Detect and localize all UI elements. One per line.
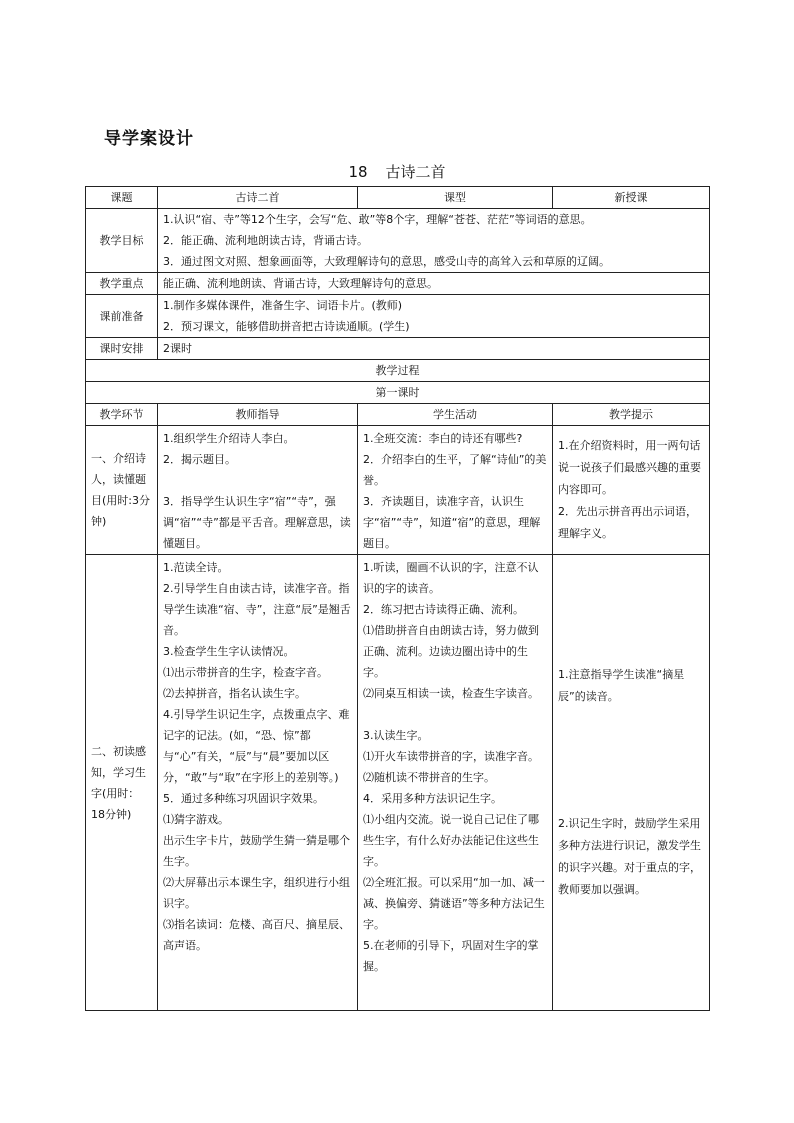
table-row — [86, 555, 710, 1011]
student-step: ⑵随机读不带拼音的生字。 — [363, 771, 495, 784]
tip-item: 1.注意指导学生读准“摘星辰”的读音。 — [558, 668, 685, 703]
schedule-content: 2课时 — [158, 338, 710, 360]
teacher-step: 出示生字卡片，鼓励学生猜一猜是哪个生字。 — [163, 834, 350, 868]
teacher-step: 1.范读全诗。 — [163, 561, 229, 574]
student-step: ⑵全班汇报。可以采用“加一加、减一减、换偏旁、猜谜语”等多种方法记生字。 — [363, 876, 545, 931]
preparation-item: 1.制作多媒体课件，准备生字、词语卡片。(教师) — [163, 299, 403, 312]
tips-cell — [553, 555, 710, 1011]
label-topic: 课题 — [86, 187, 158, 209]
student-cell — [358, 426, 553, 555]
label-preparation: 课前准备 — [86, 295, 158, 338]
label-type: 课型 — [358, 187, 553, 209]
label-key-points: 教学重点 — [86, 273, 158, 295]
teacher-step: 1.组织学生介绍诗人李白。 — [163, 432, 295, 445]
goal-item: 3．通过图文对照、想象画面等，大致理解诗句的意思，感受山寺的高耸入云和草原的辽阔。 — [163, 255, 610, 268]
student-step: 5.在老师的引导下，巩固对生字的掌握。 — [363, 939, 539, 973]
student-cell — [358, 555, 553, 1011]
column-header-student: 学生活动 — [358, 404, 553, 426]
student-step: 3.认读生字。 — [363, 729, 429, 742]
spacer — [558, 729, 704, 750]
column-header-teacher: 教师指导 — [158, 404, 358, 426]
teacher-step: ⑴猜字游戏。 — [163, 813, 229, 826]
value-type: 新授课 — [553, 187, 710, 209]
preparation-row — [86, 295, 710, 338]
teacher-step: ⑶指名读词：危楼、高百尺、摘星辰、高声语。 — [163, 918, 350, 952]
preparation-content — [158, 295, 710, 338]
tip-item: 2.识记生字时，鼓励学生采用多种方法进行识记，激发学生的识字兴趣。对于重点的字，教师要加以强调。 — [558, 817, 701, 896]
lesson-name: 古诗二首 — [385, 163, 446, 181]
teacher-step: ⑵去掉拼音，指名认读生字。 — [163, 687, 306, 700]
tips-cell — [553, 426, 710, 555]
teacher-step: ⑵大屏幕出示本课生字，组织进行小组识字。 — [163, 876, 350, 910]
period-title: 第一课时 — [86, 382, 710, 404]
key-points-row — [86, 273, 710, 295]
student-step: ⑴借助拼音自由朗读古诗，努力做到正确、流利。边读边圈出诗中的生字。 — [363, 624, 539, 679]
student-step: ⑵同桌互相读一读，检查生字读音。 — [363, 687, 539, 700]
teacher-step: 3.检查学生生字认读情况。 — [163, 645, 295, 658]
goal-item: 2．能正确、流利地朗读古诗，背诵古诗。 — [163, 234, 368, 247]
key-points-content: 能正确、流利地朗读、背诵古诗，大致理解诗句的意思。 — [158, 273, 710, 295]
stage-cell: 一、介绍诗人，读懂题目(用时:3分钟) — [86, 426, 158, 555]
column-header-row — [86, 404, 710, 426]
spacer — [163, 470, 352, 491]
student-step: 4．采用多种方法识记生字。 — [363, 792, 502, 805]
teacher-cell — [158, 426, 358, 555]
teacher-step: ⑴出示带拼音的生字，检查字音。 — [163, 666, 328, 679]
stage-cell: 二、初读感知，学习生字(用时：18分钟) — [86, 555, 158, 1011]
spacer — [558, 750, 704, 771]
tip-item: 2．先出示拼音再出示词语，理解字义。 — [558, 505, 697, 540]
goals-row — [86, 209, 710, 273]
spacer — [558, 771, 704, 792]
process-title-row — [86, 360, 710, 382]
teacher-step: 3．指导学生认识生字“宿”“寺”，强调“宿”“寺”都是平舌音。理解意思，读懂题目。 — [163, 495, 351, 550]
spacer — [363, 704, 547, 725]
label-goals: 教学目标 — [86, 209, 158, 273]
process-title: 教学过程 — [86, 360, 710, 382]
column-header-tips: 教学提示 — [553, 404, 710, 426]
student-step: 2．练习把古诗读得正确、流利。 — [363, 603, 524, 616]
student-step: ⑴开火车读带拼音的字，读准字音。 — [363, 750, 539, 763]
goals-content — [158, 209, 710, 273]
teacher-step: 2．揭示题目。 — [163, 453, 236, 466]
student-step: 3．齐读题目，读准字音，认识生字“宿”“寺”，知道“宿”的意思，理解题目。 — [363, 495, 541, 550]
student-step: ⑴小组内交流。说一说自己记住了哪些生字，有什么好办法能记住这些生字。 — [363, 813, 539, 868]
student-step: 2．介绍李白的生平，了解“诗仙”的美誉。 — [363, 453, 547, 487]
spacer — [558, 708, 704, 729]
teacher-step: 4.引导学生识记生字，点拨重点字、难记字的记法。(如，“恐、惊”都与“心”有关，“辰”与“晨”要加以区分，“敢”与“取”在字形上的差别等。) — [163, 708, 350, 784]
goal-item: 1.认识“宿、寺”等12个生字，会写“危、敢”等8个字，理解“苍苍、茫茫”等词语的意思。 — [163, 213, 592, 226]
value-topic: 古诗二首 — [158, 187, 358, 209]
lesson-title — [0, 161, 794, 182]
column-header-stage: 教学环节 — [86, 404, 158, 426]
table-row — [86, 426, 710, 555]
label-schedule: 课时安排 — [86, 338, 158, 360]
preparation-item: 2．预习课文，能够借助拼音把古诗读通顺。(学生) — [163, 320, 410, 333]
student-step: 1.全班交流：李白的诗还有哪些? — [363, 432, 523, 445]
header-row — [86, 187, 710, 209]
period-title-row — [86, 382, 710, 404]
teacher-cell — [158, 555, 358, 1011]
tip-item: 1.在介绍资料时，用一两句话说一说孩子们最感兴趣的重要内容即可。 — [558, 439, 701, 496]
document-heading: 导学案设计 — [104, 129, 194, 149]
lesson-number: 18 — [348, 163, 368, 181]
lesson-plan-table — [85, 186, 710, 1011]
schedule-row — [86, 338, 710, 360]
teacher-step: 5．通过多种练习巩固识字效果。 — [163, 792, 324, 805]
student-step: 1.听读，圈画不认识的字，注意不认识的字的读音。 — [363, 561, 539, 595]
spacer — [558, 792, 704, 813]
teacher-step: 2.引导学生自由读古诗，读准字音。指导学生读准“宿、寺”，注意“辰”是翘舌音。 — [163, 582, 351, 637]
